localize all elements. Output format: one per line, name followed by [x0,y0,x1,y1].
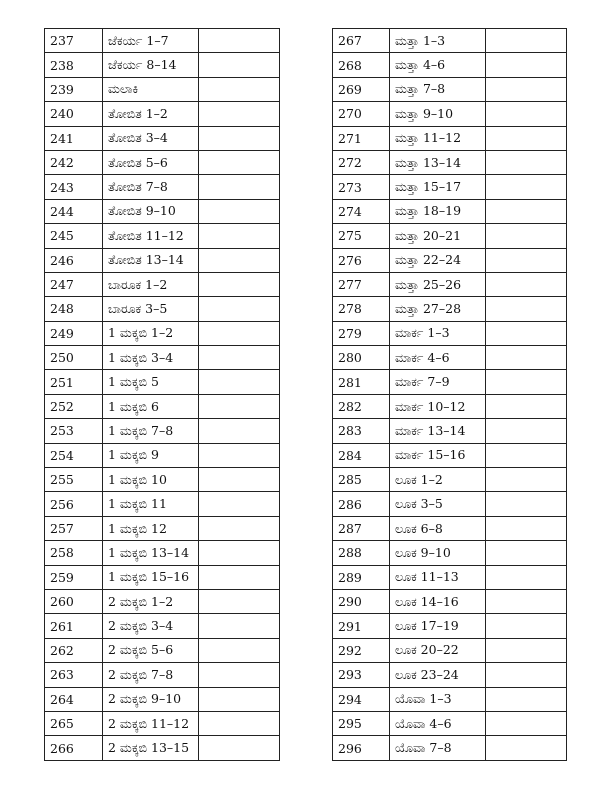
reading-cell: 1 ಮಕ್ಕಬಿ 11 [103,492,199,516]
reading-cell: 2 ಮಕ್ಕಬಿ 13–15 [103,736,199,760]
reading-cell: ಮತ್ತಾ 15–17 [390,175,486,199]
check-cell [486,394,567,418]
table-row [333,77,567,101]
table-row [45,687,280,711]
reading-cell: ಲೂಕ 3–5 [390,492,486,516]
reading-cell: ಮಾರ್ಕ 4–6 [390,346,486,370]
reading-cell: ಲೂಕ 11–13 [390,565,486,589]
check-cell [486,736,567,760]
reading-cell: ಮತ್ತಾ 11–12 [390,126,486,150]
check-cell [199,638,280,662]
table-row [45,224,280,248]
table-row [333,589,567,613]
day-number-cell: 279 [333,321,390,345]
table-row [333,248,567,272]
check-cell [199,199,280,223]
reading-cell: 1 ಮಕ್ಕಬಿ 13–14 [103,541,199,565]
check-cell [199,175,280,199]
check-cell [486,419,567,443]
reading-plan-body-left [45,29,280,761]
day-number-cell: 284 [333,443,390,467]
day-number-cell: 280 [333,346,390,370]
reading-cell: ಲೂಕ 14–16 [390,589,486,613]
day-number-cell: 287 [333,516,390,540]
table-row [333,687,567,711]
table-row [333,53,567,77]
day-number-cell: 291 [333,614,390,638]
day-number-cell: 267 [333,29,390,53]
day-number-cell: 247 [45,272,103,296]
day-number-cell: 256 [45,492,103,516]
day-number-cell: 260 [45,589,103,613]
reading-cell: ಯೊವಾ 1–3 [390,687,486,711]
day-number-cell: 243 [45,175,103,199]
table-row [333,711,567,735]
reading-cell: 2 ಮಕ್ಕಬಿ 11–12 [103,711,199,735]
table-row [333,321,567,345]
reading-cell: 2 ಮಕ್ಕಬಿ 9–10 [103,687,199,711]
table-row [333,419,567,443]
check-cell [199,663,280,687]
check-cell [199,687,280,711]
reading-cell: ಮತ್ತಾ 13–14 [390,150,486,174]
reading-cell: ತೋಬಿತ 9–10 [103,199,199,223]
check-cell [199,102,280,126]
check-cell [486,346,567,370]
reading-cell: 1 ಮಕ್ಕಬಿ 7–8 [103,419,199,443]
reading-cell: ತೋಬಿತ 13–14 [103,248,199,272]
table-row [45,589,280,613]
check-cell [199,224,280,248]
reading-cell: ಮತ್ತಾ 1–3 [390,29,486,53]
check-cell [486,711,567,735]
table-row [45,199,280,223]
check-cell [486,199,567,223]
table-row [333,638,567,662]
reading-cell: ಲೂಕ 23–24 [390,663,486,687]
day-number-cell: 244 [45,199,103,223]
reading-cell: 2 ಮಕ್ಕಬಿ 5–6 [103,638,199,662]
table-row [333,102,567,126]
table-row [45,272,280,296]
check-cell [199,443,280,467]
reading-cell: ಮತ್ತಾ 25–26 [390,272,486,296]
check-cell [199,614,280,638]
table-row [45,77,280,101]
day-number-cell: 293 [333,663,390,687]
day-number-cell: 277 [333,272,390,296]
table-row [333,224,567,248]
reading-cell: 1 ಮಕ್ಕಬಿ 3–4 [103,346,199,370]
table-row [45,614,280,638]
table-row [333,614,567,638]
table-row [333,663,567,687]
table-row [333,516,567,540]
check-cell [486,126,567,150]
check-cell [486,370,567,394]
day-number-cell: 241 [45,126,103,150]
day-number-cell: 245 [45,224,103,248]
check-cell [199,321,280,345]
check-cell [199,346,280,370]
reading-cell: ತೋಬಿತ 3–4 [103,126,199,150]
check-cell [199,565,280,589]
check-cell [486,541,567,565]
table-row [333,346,567,370]
day-number-cell: 288 [333,541,390,565]
table-row [333,175,567,199]
check-cell [486,272,567,296]
reading-cell: ಮತ್ತಾ 27–28 [390,297,486,321]
day-number-cell: 276 [333,248,390,272]
check-cell [486,468,567,492]
reading-cell: ಮತ್ತಾ 9–10 [390,102,486,126]
check-cell [199,394,280,418]
table-row [45,711,280,735]
day-number-cell: 265 [45,711,103,735]
table-row [45,638,280,662]
check-cell [486,248,567,272]
day-number-cell: 254 [45,443,103,467]
day-number-cell: 262 [45,638,103,662]
check-cell [199,77,280,101]
check-cell [486,77,567,101]
check-cell [486,297,567,321]
reading-cell: ಲೂಕ 20–22 [390,638,486,662]
day-number-cell: 258 [45,541,103,565]
day-number-cell: 290 [333,589,390,613]
reading-cell: ತೋಬಿತ 11–12 [103,224,199,248]
day-number-cell: 272 [333,150,390,174]
table-row [333,492,567,516]
day-number-cell: 289 [333,565,390,589]
table-row [333,468,567,492]
check-cell [199,126,280,150]
day-number-cell: 237 [45,29,103,53]
reading-cell: ತೋಬಿತ 5–6 [103,150,199,174]
day-number-cell: 239 [45,77,103,101]
reading-cell: ಮಲಾಕಿ [103,77,199,101]
table-row [45,321,280,345]
table-row [333,297,567,321]
day-number-cell: 251 [45,370,103,394]
day-number-cell: 295 [333,711,390,735]
day-number-cell: 268 [333,53,390,77]
day-number-cell: 257 [45,516,103,540]
reading-cell: ಮತ್ತಾ 18–19 [390,199,486,223]
check-cell [199,492,280,516]
check-cell [486,321,567,345]
check-cell [199,370,280,394]
day-number-cell: 249 [45,321,103,345]
table-row [45,346,280,370]
check-cell [199,541,280,565]
day-number-cell: 283 [333,419,390,443]
reading-cell: ಮಾರ್ಕ 7–9 [390,370,486,394]
reading-cell: 1 ಮಕ್ಕಬಿ 9 [103,443,199,467]
day-number-cell: 294 [333,687,390,711]
table-row [45,443,280,467]
check-cell [199,589,280,613]
table-row [45,565,280,589]
day-number-cell: 285 [333,468,390,492]
reading-plan-table-left [44,28,280,761]
reading-cell: ಮಾರ್ಕ 15–16 [390,443,486,467]
reading-cell: 2 ಮಕ್ಕಬಿ 1–2 [103,589,199,613]
table-row [333,565,567,589]
check-cell [199,419,280,443]
check-cell [486,663,567,687]
reading-cell: 1 ಮಕ್ಕಬಿ 15–16 [103,565,199,589]
day-number-cell: 274 [333,199,390,223]
reading-cell: ಲೂಕ 9–10 [390,541,486,565]
table-row [45,248,280,272]
reading-cell: ಲೂಕ 1–2 [390,468,486,492]
day-number-cell: 275 [333,224,390,248]
check-cell [199,297,280,321]
table-row [333,29,567,53]
day-number-cell: 263 [45,663,103,687]
check-cell [486,175,567,199]
reading-cell: 2 ಮಕ್ಕಬಿ 7–8 [103,663,199,687]
table-row [45,516,280,540]
table-row [45,175,280,199]
reading-cell: ಯೊವಾ 7–8 [390,736,486,760]
check-cell [486,443,567,467]
table-row [45,419,280,443]
check-cell [199,53,280,77]
reading-plan-body-right [333,29,567,761]
check-cell [486,516,567,540]
day-number-cell: 252 [45,394,103,418]
check-cell [199,711,280,735]
reading-cell: ಯೊವಾ 4–6 [390,711,486,735]
reading-cell: ಮಾರ್ಕ 10–12 [390,394,486,418]
check-cell [486,53,567,77]
day-number-cell: 238 [45,53,103,77]
reading-cell: ತೋಬಿತ 7–8 [103,175,199,199]
day-number-cell: 273 [333,175,390,199]
day-number-cell: 240 [45,102,103,126]
check-cell [199,248,280,272]
check-cell [486,565,567,589]
day-number-cell: 286 [333,492,390,516]
day-number-cell: 266 [45,736,103,760]
check-cell [486,492,567,516]
day-number-cell: 296 [333,736,390,760]
day-number-cell: 292 [333,638,390,662]
check-cell [199,516,280,540]
table-row [45,370,280,394]
day-number-cell: 246 [45,248,103,272]
table-row [45,541,280,565]
day-number-cell: 253 [45,419,103,443]
reading-cell: ಲೂಕ 17–19 [390,614,486,638]
reading-cell: 2 ಮಕ್ಕಬಿ 3–4 [103,614,199,638]
reading-cell: ಮತ್ತಾ 4–6 [390,53,486,77]
check-cell [486,614,567,638]
check-cell [199,736,280,760]
table-row [333,541,567,565]
reading-cell: ಲೂಕ 6–8 [390,516,486,540]
check-cell [199,272,280,296]
reading-cell: ತೋಬಿತ 1–2 [103,102,199,126]
table-row [45,102,280,126]
day-number-cell: 282 [333,394,390,418]
table-row [45,150,280,174]
reading-cell: ಬಾರೂಕ 1–2 [103,272,199,296]
check-cell [486,150,567,174]
reading-cell: 1 ಮಕ್ಕಬಿ 10 [103,468,199,492]
check-cell [486,589,567,613]
reading-cell: ಜೆಕರ್ಯ 8–14 [103,53,199,77]
table-row [45,736,280,760]
table-row [45,53,280,77]
day-number-cell: 255 [45,468,103,492]
check-cell [199,150,280,174]
check-cell [199,468,280,492]
day-number-cell: 269 [333,77,390,101]
table-row [333,443,567,467]
day-number-cell: 270 [333,102,390,126]
table-row [333,394,567,418]
day-number-cell: 261 [45,614,103,638]
day-number-cell: 264 [45,687,103,711]
reading-cell: ಮತ್ತಾ 22–24 [390,248,486,272]
check-cell [486,638,567,662]
day-number-cell: 281 [333,370,390,394]
table-row [333,370,567,394]
table-row [45,297,280,321]
day-number-cell: 242 [45,150,103,174]
day-number-cell: 259 [45,565,103,589]
check-cell [199,29,280,53]
reading-cell: 1 ಮಕ್ಕಬಿ 6 [103,394,199,418]
check-cell [486,29,567,53]
check-cell [486,687,567,711]
reading-plan-table-right [332,28,567,761]
reading-cell: 1 ಮಕ್ಕಬಿ 1–2 [103,321,199,345]
table-row [333,736,567,760]
reading-cell: ಮತ್ತಾ 20–21 [390,224,486,248]
reading-cell: 1 ಮಕ್ಕಬಿ 12 [103,516,199,540]
table-row [45,29,280,53]
table-row [45,663,280,687]
reading-cell: ಮಾರ್ಕ 13–14 [390,419,486,443]
table-row [45,394,280,418]
table-row [333,272,567,296]
table-row [45,492,280,516]
day-number-cell: 250 [45,346,103,370]
table-row [333,126,567,150]
day-number-cell: 278 [333,297,390,321]
table-row [333,150,567,174]
day-number-cell: 271 [333,126,390,150]
reading-cell: 1 ಮಕ್ಕಬಿ 5 [103,370,199,394]
check-cell [486,102,567,126]
table-row [45,126,280,150]
reading-cell: ಬಾರೂಕ 3–5 [103,297,199,321]
reading-cell: ಜೆಕರ್ಯ 1–7 [103,29,199,53]
check-cell [486,224,567,248]
reading-cell: ಮತ್ತಾ 7–8 [390,77,486,101]
day-number-cell: 248 [45,297,103,321]
reading-cell: ಮಾರ್ಕ 1–3 [390,321,486,345]
table-row [333,199,567,223]
table-row [45,468,280,492]
